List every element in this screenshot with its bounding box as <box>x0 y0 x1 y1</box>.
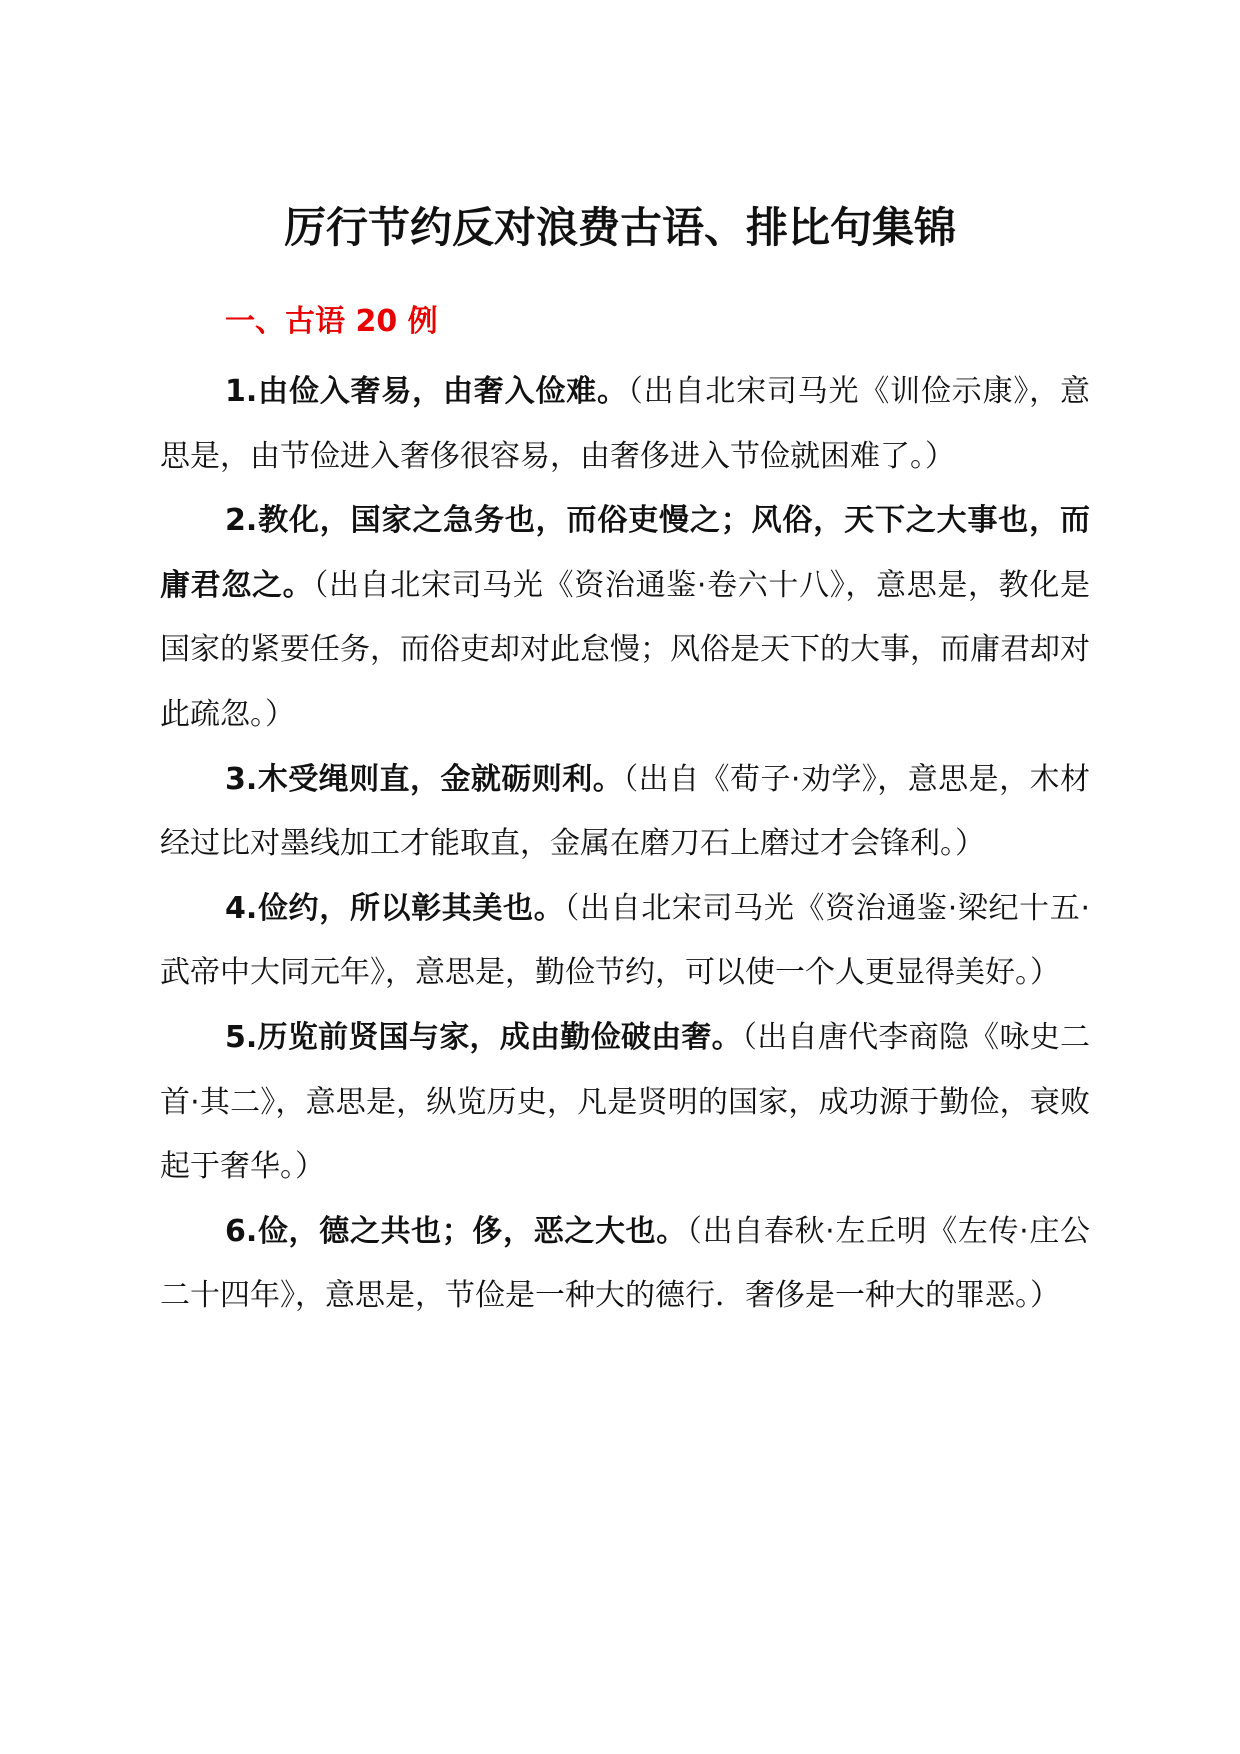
entry-quote: 4.俭约，所以彰其美也。 <box>225 890 565 926</box>
entry-1 <box>160 360 1090 489</box>
entry-2 <box>160 489 1090 747</box>
entry-explanation: （出自北宋司马光《资治通鉴·梁纪十五·武帝中大同元年》，意思是，勤俭节约，可以使一个人更显得美好。） <box>160 890 1090 991</box>
section-heading: 一、古语 20 例 <box>225 304 438 339</box>
entry-list <box>160 360 1090 1329</box>
entry-quote: 3.木受绳则直，金就砺则利。 <box>225 761 624 797</box>
entry-quote: 1.由俭入奢易，由奢入俭难。 <box>225 374 628 409</box>
entry-5 <box>160 1006 1090 1200</box>
entry-explanation: （出自春秋·左丘明《左传·庄公二十四年》，意思是，节俭是一种大的德行．奢侈是一种大的罪恶。） <box>160 1213 1090 1314</box>
entry-explanation: （出自唐代李商隐《咏史二首·其二》，意思是，纵览历史，凡是贤明的国家，成功源于勤俭，衰败起于奢华。） <box>160 1019 1091 1185</box>
entry-explanation: （出自北宋司马光《资治通鉴·卷六十八》，意思是，教化是国家的紧要任务，而俗吏却对此怠慢；风俗是天下的大事，而庸君却对此疏忽。） <box>160 567 1091 732</box>
entry-quote: 2.教化，国家之急务也，而俗吏慢之；风俗，天下之大事也，而庸君忽之。 <box>160 503 1090 603</box>
entry-3 <box>160 748 1090 877</box>
entry-quote: 6.俭，德之共也；侈，恶之大也。 <box>225 1213 687 1249</box>
entry-6 <box>160 1200 1090 1329</box>
entry-explanation: （出自北宋司马光《训俭示康》，意思是，由节俭进入奢侈很容易，由奢侈进入节俭就困难了。） <box>160 374 1090 474</box>
entry-quote: 5.历览前贤国与家，成由勤俭破由奢。 <box>225 1019 742 1055</box>
document-title: 厉行节约反对浪费古语、排比句集锦 <box>283 203 956 252</box>
entry-explanation: （出自《荀子·劝学》，意思是，木材经过比对墨线加工才能取直，金属在磨刀石上磨过才会锋利。） <box>160 761 1090 862</box>
entry-4 <box>160 877 1090 1006</box>
